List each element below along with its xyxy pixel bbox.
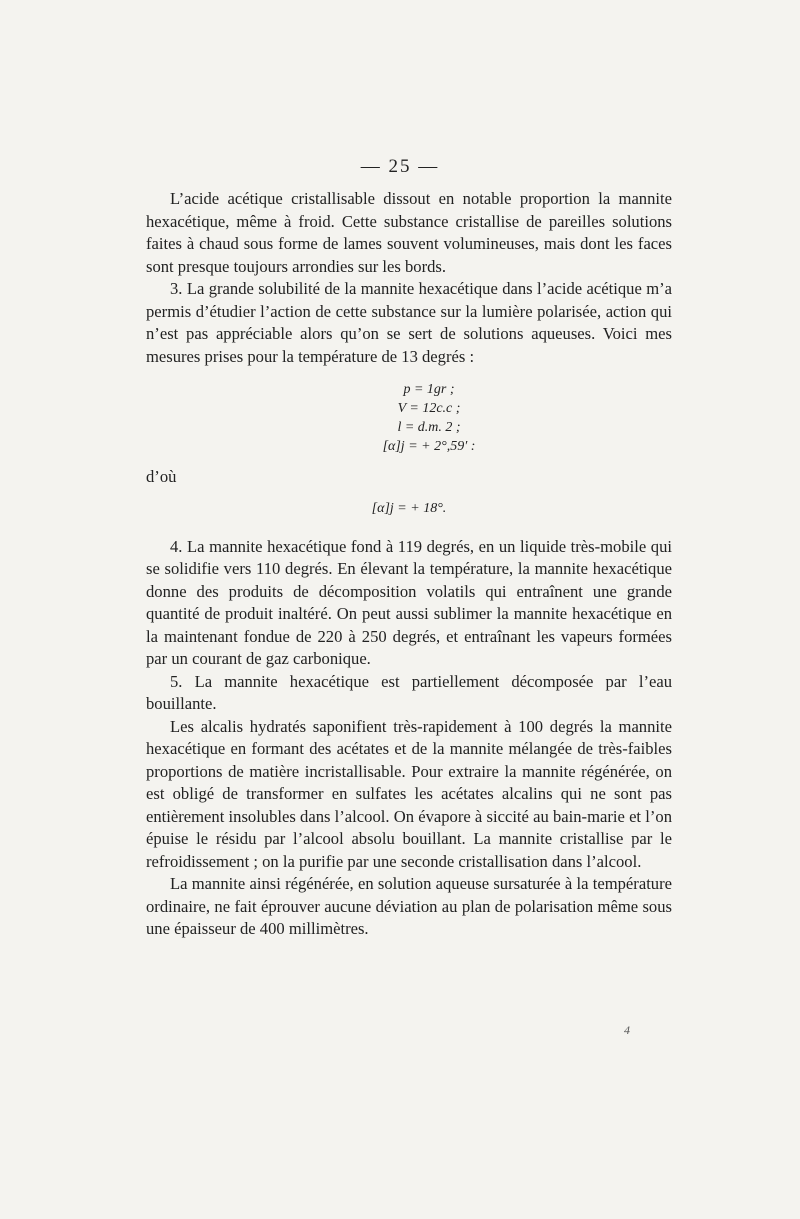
signature-mark: 4 (624, 1023, 630, 1037)
equation-v: V = 12c.c ; (397, 401, 461, 416)
body-text (146, 188, 672, 941)
equation-result: [α]j = + 18°. (371, 500, 447, 516)
paragraph-5: Les alcalis hydratés saponifient très-rapidement à 100 degrés la mannite hexacétique en formant des acétates et de la mannite mélangée de très-faibles proportions de matière incristallisable. Pour extraire la mannite régénérée, on est obligé de transformer en sulfates les acétates alcalins qui ne sont pas entièrement insolubles dans l’alcool. On évapore à siccité au bain-marie et l’on épuise le résidu par l’alcool absolu bouillant. La mannite cristallise par le refroidissement ; on la purifie par une seconde cristallisation dans l’alcool. (146, 716, 672, 871)
equation-p: p = 1gr ; (403, 382, 455, 397)
paragraph-6: La mannite ainsi régénérée, en solution aqueuse sursaturée à la température ordinaire, ne fait éprouver aucune déviation au plan de polarisation même sous une épaisseur de 400 millimètres. (146, 874, 672, 938)
equation-l: l = d.m. 2 ; (397, 420, 461, 435)
paragraph-2: 3. La grande solubilité de la mannite hexacétique dans l’acide acétique m’a permis d’étudier l’action de cette substance sur la lumière polarisée, action qui n’est pas appréciable alors qu’on se sert de solutions aqueuses. Voici mes mesures prises pour la température de 13 degrés : (146, 279, 672, 366)
equation-alpha: [α]j = + 2°,59′ : (382, 439, 476, 454)
paragraph-4: 5. La mannite hexacétique est partiellement décomposée par l’eau bouillante. (146, 671, 672, 713)
paragraph-3: 4. La mannite hexacétique fond à 119 degrés, en un liquide très-mobile qui se solidifie vers 110 degrés. En élevant la température, la mannite hexacétique donne des produits de décomposition volatils qui entraînent une grande quantité de produit inaltéré. On peut aussi sublimer la mannite hexacétique en la maintenant fondue de 220 à 250 degrés, et entraînant les vapeurs formées par un courant de gaz carbonique. (146, 536, 672, 668)
measurements-block (146, 380, 672, 456)
page-number: — 25 — (360, 156, 440, 177)
dou-label: d’où (146, 467, 177, 486)
paragraph-1: L’acide acétique cristallisable dissout en notable proportion la mannite hexacétique, même à froid. Cette substance cristallise de pareilles solutions faites à chaud sous forme de lames souvent volumineuses, mais dont les faces sont presque toujours arrondies sur les bords. (146, 189, 672, 276)
